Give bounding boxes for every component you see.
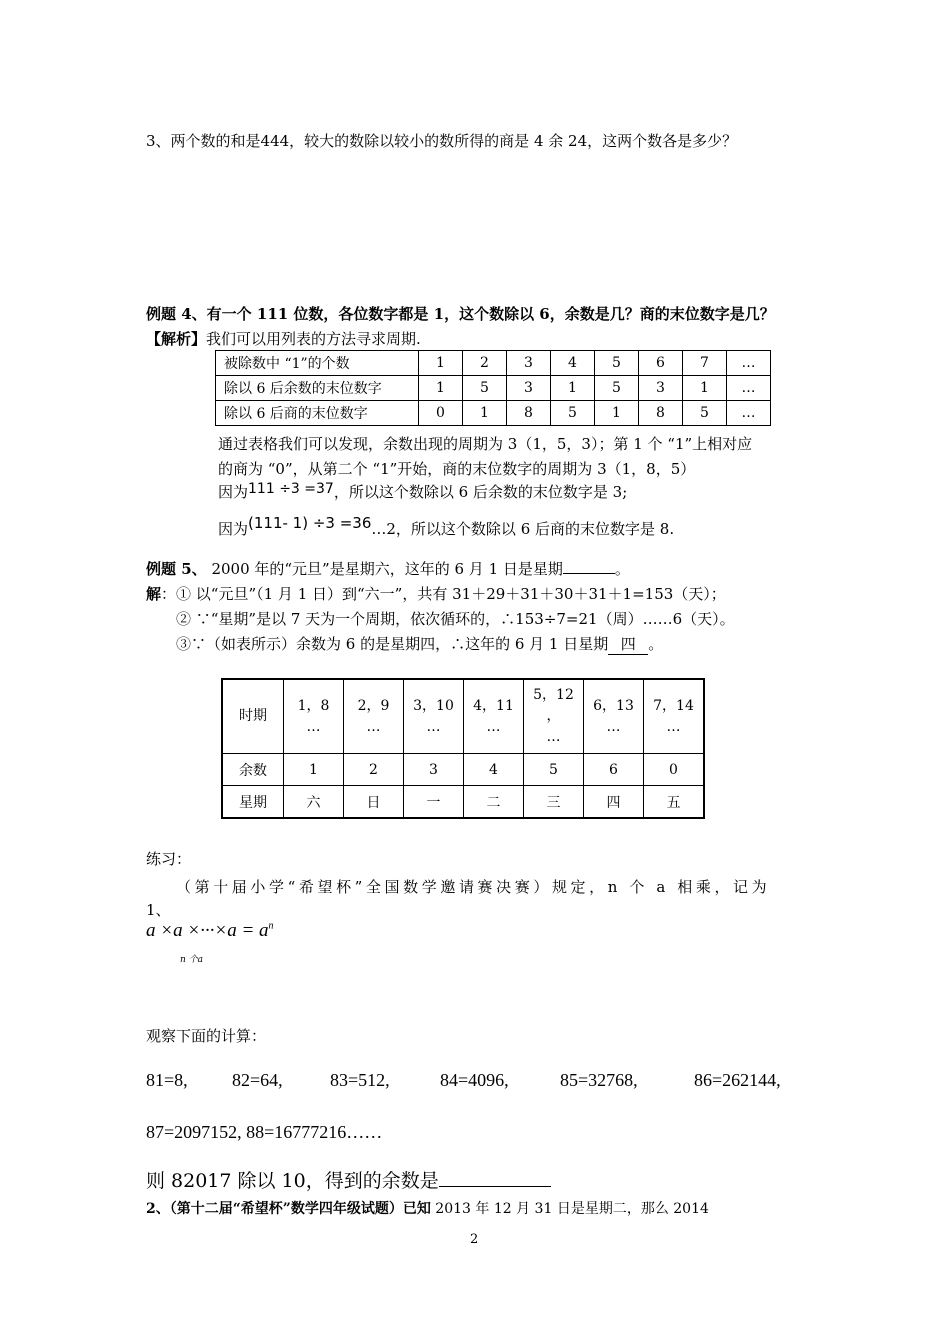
row-header: 除以 6 后余数的末位数字 — [216, 376, 419, 401]
table-cell: 6 — [584, 754, 644, 786]
cell-line: … — [666, 718, 681, 735]
answer: 四 — [608, 633, 648, 655]
practice-2 — [146, 1198, 709, 1218]
calc-item: 82=64, — [232, 1070, 283, 1090]
table-cell: 4 — [464, 754, 524, 786]
table-cell: 1 — [595, 401, 639, 426]
formula: (111- 1) ÷3 =36 — [248, 514, 372, 532]
table-cell: 1 — [419, 376, 463, 401]
table-cell: 5 — [463, 376, 507, 401]
example-4-analysis — [146, 328, 421, 349]
table-cell: 8 — [507, 401, 551, 426]
table-cell: 四 — [584, 786, 644, 819]
table-cell: 0 — [644, 754, 705, 786]
table-cell — [644, 679, 705, 754]
cell-line: 1，8 — [297, 697, 330, 714]
row-header: 星期 — [222, 786, 284, 819]
table-row — [216, 401, 771, 426]
table-cell: 1 — [284, 754, 344, 786]
table-cell: … — [727, 376, 771, 401]
table-cell: 1 — [683, 376, 727, 401]
table-cell: 日 — [344, 786, 404, 819]
solution-label: 解 — [146, 585, 162, 603]
weekday-table — [221, 678, 705, 819]
table-cell: 5 — [595, 376, 639, 401]
text: ：① 以“元旦”（1 月 1 日）到“六一”，共有 31＋29＋31＋30＋31＋1=153（天）； — [161, 585, 726, 603]
table-cell: … — [727, 401, 771, 426]
table-cell: 六 — [284, 786, 344, 819]
analysis-line-1: 通过表格我们可以发现，余数出现的周期为 3（1，5，3）；第 1 个 “1”上相对应 — [218, 435, 753, 453]
analysis-line-3 — [218, 481, 627, 502]
table-cell: 一 — [404, 786, 464, 819]
solution-step-3 — [176, 633, 663, 655]
text: ③∵（如表所示）余数为 6 的是星期四，∴这年的 6 月 1 日星期 — [176, 635, 609, 653]
analysis-line-4 — [218, 514, 675, 539]
table-cell: 3 — [404, 754, 464, 786]
example-4-title: 例题 4、有一个 111 位数，各位数字都是 1，这个数除以 6，余数是几？商的末位数字是几？ — [146, 305, 775, 323]
table-row — [222, 754, 704, 786]
table-row — [216, 351, 771, 376]
table-cell: 2 — [463, 351, 507, 376]
title-label: 例题 5、 — [146, 560, 207, 578]
table-row — [222, 679, 704, 754]
example-5-title — [146, 558, 630, 579]
practice-1-text: （第十届小学“希望杯”全国数学邀请赛决赛）规定，n 个 a 相乘，记为 — [176, 878, 771, 896]
table-cell — [524, 679, 584, 754]
cell-line: … — [366, 718, 381, 735]
table-cell — [344, 679, 404, 754]
calc-line-2: 87=2097152, 88=16777216…… — [146, 1122, 383, 1142]
cell-line: … — [306, 718, 321, 735]
cell-line: … — [606, 718, 621, 735]
title-text: 2000 年的“元旦”是星期六，这年的 6 月 1 日是星期 — [206, 560, 563, 578]
table-cell: 5 — [683, 401, 727, 426]
table-cell: 4 — [551, 351, 595, 376]
formula: 111 ÷3 =37 — [248, 481, 334, 497]
observe-text: 观察下面的计算： — [146, 1027, 267, 1045]
table-cell: 1 — [463, 401, 507, 426]
table-cell: 3 — [507, 376, 551, 401]
formula-main: a ×a ×···×a = a — [146, 920, 269, 941]
cell-line: … — [546, 729, 561, 745]
table-cell: 5 — [595, 351, 639, 376]
practice-label: 练习： — [146, 850, 192, 868]
analysis-text: 我们可以用列表的方法寻求周期. — [206, 330, 421, 348]
text: …2，所以这个数除以 6 后商的末位数字是 8. — [371, 520, 675, 538]
calc-item: 85=32768, — [560, 1070, 638, 1090]
row-header: 除以 6 后商的末位数字 — [216, 401, 419, 426]
solution-step-1 — [146, 583, 726, 604]
cell-line: 4，11 — [473, 697, 514, 714]
text: 。 — [648, 635, 664, 653]
table-cell: 2 — [344, 754, 404, 786]
table-cell: … — [727, 351, 771, 376]
text: 。 — [614, 560, 630, 578]
table-cell: 1 — [551, 376, 595, 401]
question-3: 3、两个数的和是444，较大的数除以较小的数所得的商是 4 余 24，这两个数各是多少？ — [146, 132, 738, 150]
table-cell: 1 — [419, 351, 463, 376]
power-formula — [146, 920, 274, 942]
table-cell: 5 — [524, 754, 584, 786]
row-header: 时期 — [222, 679, 284, 754]
table-row — [222, 786, 704, 819]
cell-line: 5，12 — [533, 687, 574, 703]
table-cell: 五 — [644, 786, 705, 819]
text: 因为 — [218, 483, 249, 501]
row-header: 被除数中 “1”的个数 — [216, 351, 419, 376]
formula-underbrace-label: n 个a — [180, 955, 204, 965]
table-cell: 三 — [524, 786, 584, 819]
table-cell: 0 — [419, 401, 463, 426]
question-label: 2、（第十二届“希望杯”数学四年级试题）已知 — [146, 1201, 431, 1217]
calc-item: 84=4096, — [440, 1070, 509, 1090]
table-cell: 6 — [639, 351, 683, 376]
formula-superscript: n — [268, 920, 274, 932]
analysis-label: 【解析】 — [146, 330, 207, 348]
solution-step-2: ② ∵“星期”是以 7 天为一个周期，依次循环的，∴153÷7=21（周）……6（天）。 — [176, 610, 735, 628]
table-cell — [404, 679, 464, 754]
calc-item: 83=512, — [330, 1070, 390, 1090]
answer-blank — [563, 559, 615, 574]
cell-line: 7，14 — [653, 697, 694, 714]
practice-1-number: 1、 — [146, 901, 171, 919]
table-cell: 8 — [639, 401, 683, 426]
cell-line: 6，13 — [593, 697, 634, 714]
cell-line: 2，9 — [357, 697, 390, 714]
row-header: 余数 — [222, 754, 284, 786]
page-number: 2 — [470, 1232, 479, 1247]
calc-item: 86=262144, — [694, 1070, 781, 1090]
table-cell: 二 — [464, 786, 524, 819]
cell-line: ， — [546, 708, 561, 724]
text: ，所以这个数除以 6 后余数的末位数字是 3; — [333, 483, 628, 501]
analysis-line-2: 的商为 “0”，从第二个 “1”开始，商的末位数字的周期为 3（1，8，5） — [218, 460, 696, 478]
text: 则 82017 除以 10，得到的余数是 — [146, 1170, 439, 1192]
cell-line: 3，10 — [413, 697, 454, 714]
remainder-table — [215, 350, 771, 426]
table-cell — [284, 679, 344, 754]
remainder-question — [146, 1166, 551, 1193]
table-cell — [584, 679, 644, 754]
calc-item: 81=8, — [146, 1070, 188, 1090]
table-cell: 5 — [551, 401, 595, 426]
cell-line: … — [486, 718, 501, 735]
text: 2013 年 12 月 31 日是星期二，那么 2014 — [430, 1201, 709, 1217]
table-cell — [464, 679, 524, 754]
text: 因为 — [218, 520, 249, 538]
table-cell: 7 — [683, 351, 727, 376]
cell-line: … — [426, 718, 441, 735]
answer-blank — [439, 1168, 551, 1187]
table-row — [216, 376, 771, 401]
table-cell: 3 — [507, 351, 551, 376]
table-cell: 3 — [639, 376, 683, 401]
